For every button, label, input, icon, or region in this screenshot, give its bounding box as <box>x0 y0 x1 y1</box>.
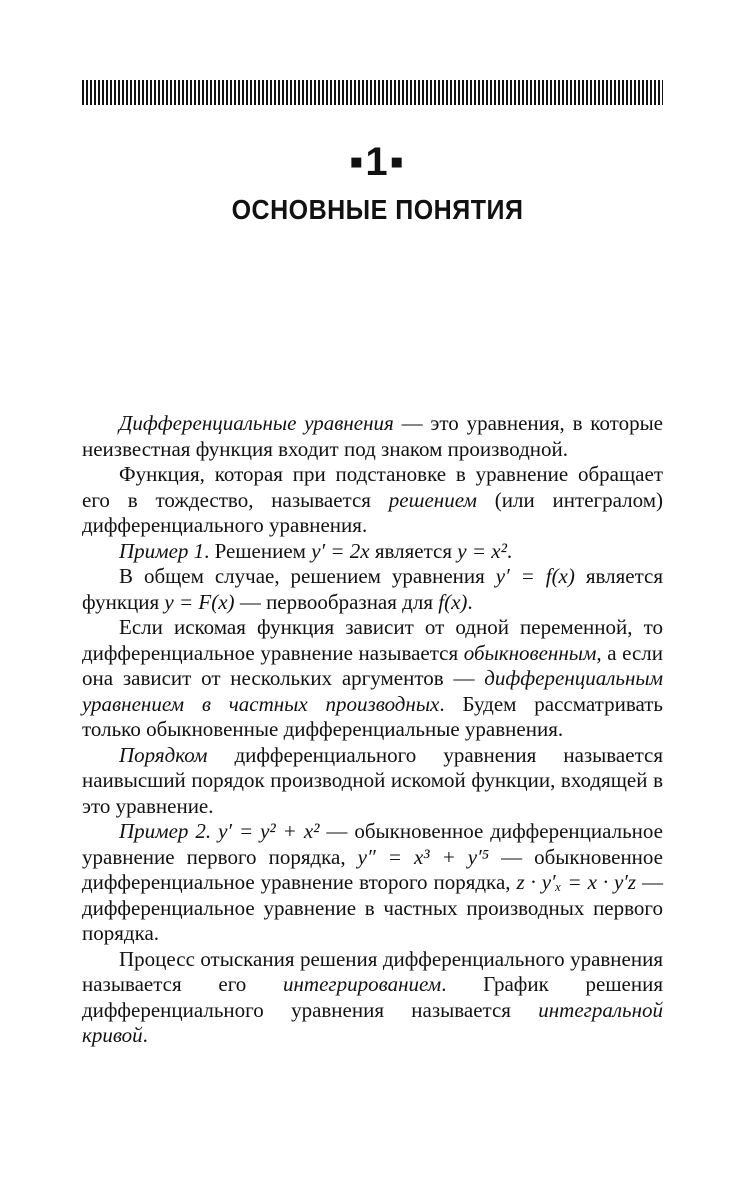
italic-run: y = x² <box>457 538 507 563</box>
italic-run: обыкновенным <box>463 640 597 665</box>
italic-run: y = F(x) <box>164 589 235 614</box>
text-run: . Будем рассматривать только обыкновенные дифференциальные уравнения. <box>82 691 663 741</box>
italic-run: Пример 1 <box>119 538 205 563</box>
paragraph <box>82 411 663 462</box>
decorative-hatch-rule <box>82 80 663 105</box>
text-run: является функция <box>82 564 664 614</box>
paragraph <box>82 564 663 615</box>
text-run: Если искомая функция зависит от одной переменной, то дифференциальное уравнение называется <box>82 615 663 665</box>
italic-run: интегральной кривой <box>82 997 663 1047</box>
text-run: . <box>142 1023 148 1047</box>
italic-run: решением <box>388 487 477 512</box>
paragraph <box>82 462 663 539</box>
body-text <box>82 411 663 1049</box>
paragraph <box>82 819 663 947</box>
chapter-number: ▪1▪ <box>349 140 406 184</box>
text-run: — обыкновенное дифференциальное уравнение второго порядка, <box>82 844 663 894</box>
italic-run: f(x) <box>438 589 468 614</box>
text-run: (или интегралом) дифференциального уравнения. <box>82 487 664 537</box>
paragraph <box>82 539 663 565</box>
text-run: . <box>506 538 513 563</box>
text-run: Процесс отыскания решения дифференциального уравнения называется его <box>82 946 663 996</box>
italic-run: y′ = y² + x² <box>218 819 320 843</box>
italic-run: Пример 2. <box>119 819 212 843</box>
text-run: . График решения дифференциального уравнения называется <box>82 972 663 1022</box>
text-run: — первообразная для <box>234 589 439 614</box>
italic-run: дифференциальным уравнением в частных производных <box>82 666 663 716</box>
italic-run: y′ = 2x <box>311 538 370 563</box>
text-run: — это уравнения, в которые неизвестная функция входит под знаком производной. <box>82 411 663 461</box>
italic-run: Порядком <box>119 742 208 767</box>
italic-run: z · y′ₓ = x · y′z <box>516 870 637 894</box>
text-run: В общем случае, решением уравнения <box>119 564 496 588</box>
text-run: , а если она зависит от нескольких аргументов — <box>82 640 663 690</box>
text-run: Функция, которая при подстановке в уравнение обращает его в тождество, называется <box>82 462 663 512</box>
italic-run: Дифференциальные уравнения <box>119 411 394 435</box>
text-run: дифференциального уравнения называется наивысший порядок производной искомой функции, входящей в это уравнение. <box>82 742 663 818</box>
italic-run: y′ = f(x) <box>495 564 575 588</box>
paragraph <box>82 743 663 820</box>
text-run: — дифференциальное уравнение в частных производных первого порядка. <box>82 870 663 945</box>
text-run: является <box>369 538 458 563</box>
text-run: . <box>467 589 473 614</box>
paragraph <box>82 947 663 1049</box>
italic-run: y″ = x³ + y′⁵ <box>357 844 490 869</box>
italic-run: интегрированием <box>283 972 442 996</box>
chapter-title: ОСНОВНЫЕ ПОНЯТИЯ <box>231 194 524 226</box>
text-run: . Решением <box>204 538 312 563</box>
text-run: — обыкновенное дифференциальное уравнение первого порядка, <box>82 819 663 869</box>
paragraph <box>82 615 663 743</box>
